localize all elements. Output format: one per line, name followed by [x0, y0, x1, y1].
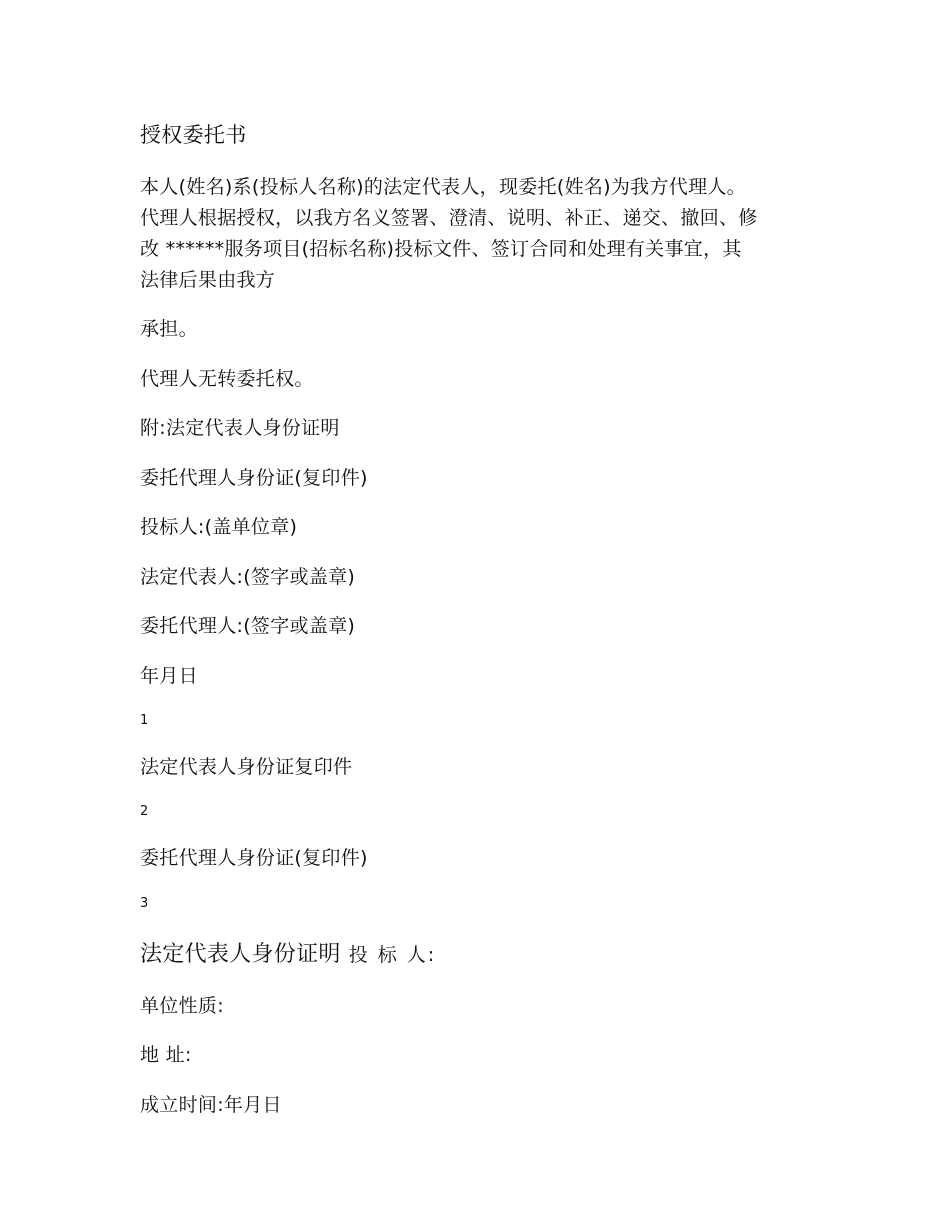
paragraph-line: 法律后果由我方 [140, 269, 276, 291]
date-text: 年月日 [140, 665, 198, 687]
certificate-bidder-label: 投 标 人: [348, 944, 437, 966]
unit-nature-label: 单位性质: [140, 995, 224, 1017]
certificate-heading [140, 939, 436, 971]
page-number: 2 [140, 804, 149, 819]
document-title: 授权委托书 [140, 123, 247, 147]
legal-id-copy-text: 法定代表人身份证复印件 [140, 756, 353, 778]
page-number: 1 [140, 713, 149, 728]
paragraph-line: 改 ******服务项目(招标名称)投标文件、签订合同和处理有关事宜，其 [140, 238, 742, 260]
agent-sign-text: 委托代理人:(签字或盖章) [140, 615, 356, 637]
agent-id-copy-text: 委托代理人身份证(复印件) [140, 847, 368, 869]
legal-rep-sign-text: 法定代表人:(签字或盖章) [140, 566, 356, 588]
founded-label: 成立时间:年月日 [140, 1094, 282, 1116]
no-transfer-text: 代理人无转委托权。 [140, 368, 314, 390]
paragraph-line: 代理人根据授权，以我方名义签署、澄清、说明、补正、递交、撤回、修 [140, 207, 758, 229]
bear-text: 承担。 [140, 318, 198, 340]
attachment-text: 附:法定代表人身份证明 [140, 417, 340, 439]
certificate-title: 法定代表人身份证明 [140, 942, 341, 967]
page-number: 3 [140, 896, 149, 911]
address-label: 地 址: [140, 1044, 192, 1066]
authorization-paragraph [140, 172, 820, 296]
agent-id-text: 委托代理人身份证(复印件) [140, 467, 368, 489]
bidder-seal-text: 投标人:(盖单位章) [140, 516, 298, 538]
paragraph-line: 本人(姓名)系(投标人名称)的法定代表人，现委托(姓名)为我方代理人。 [140, 176, 746, 198]
